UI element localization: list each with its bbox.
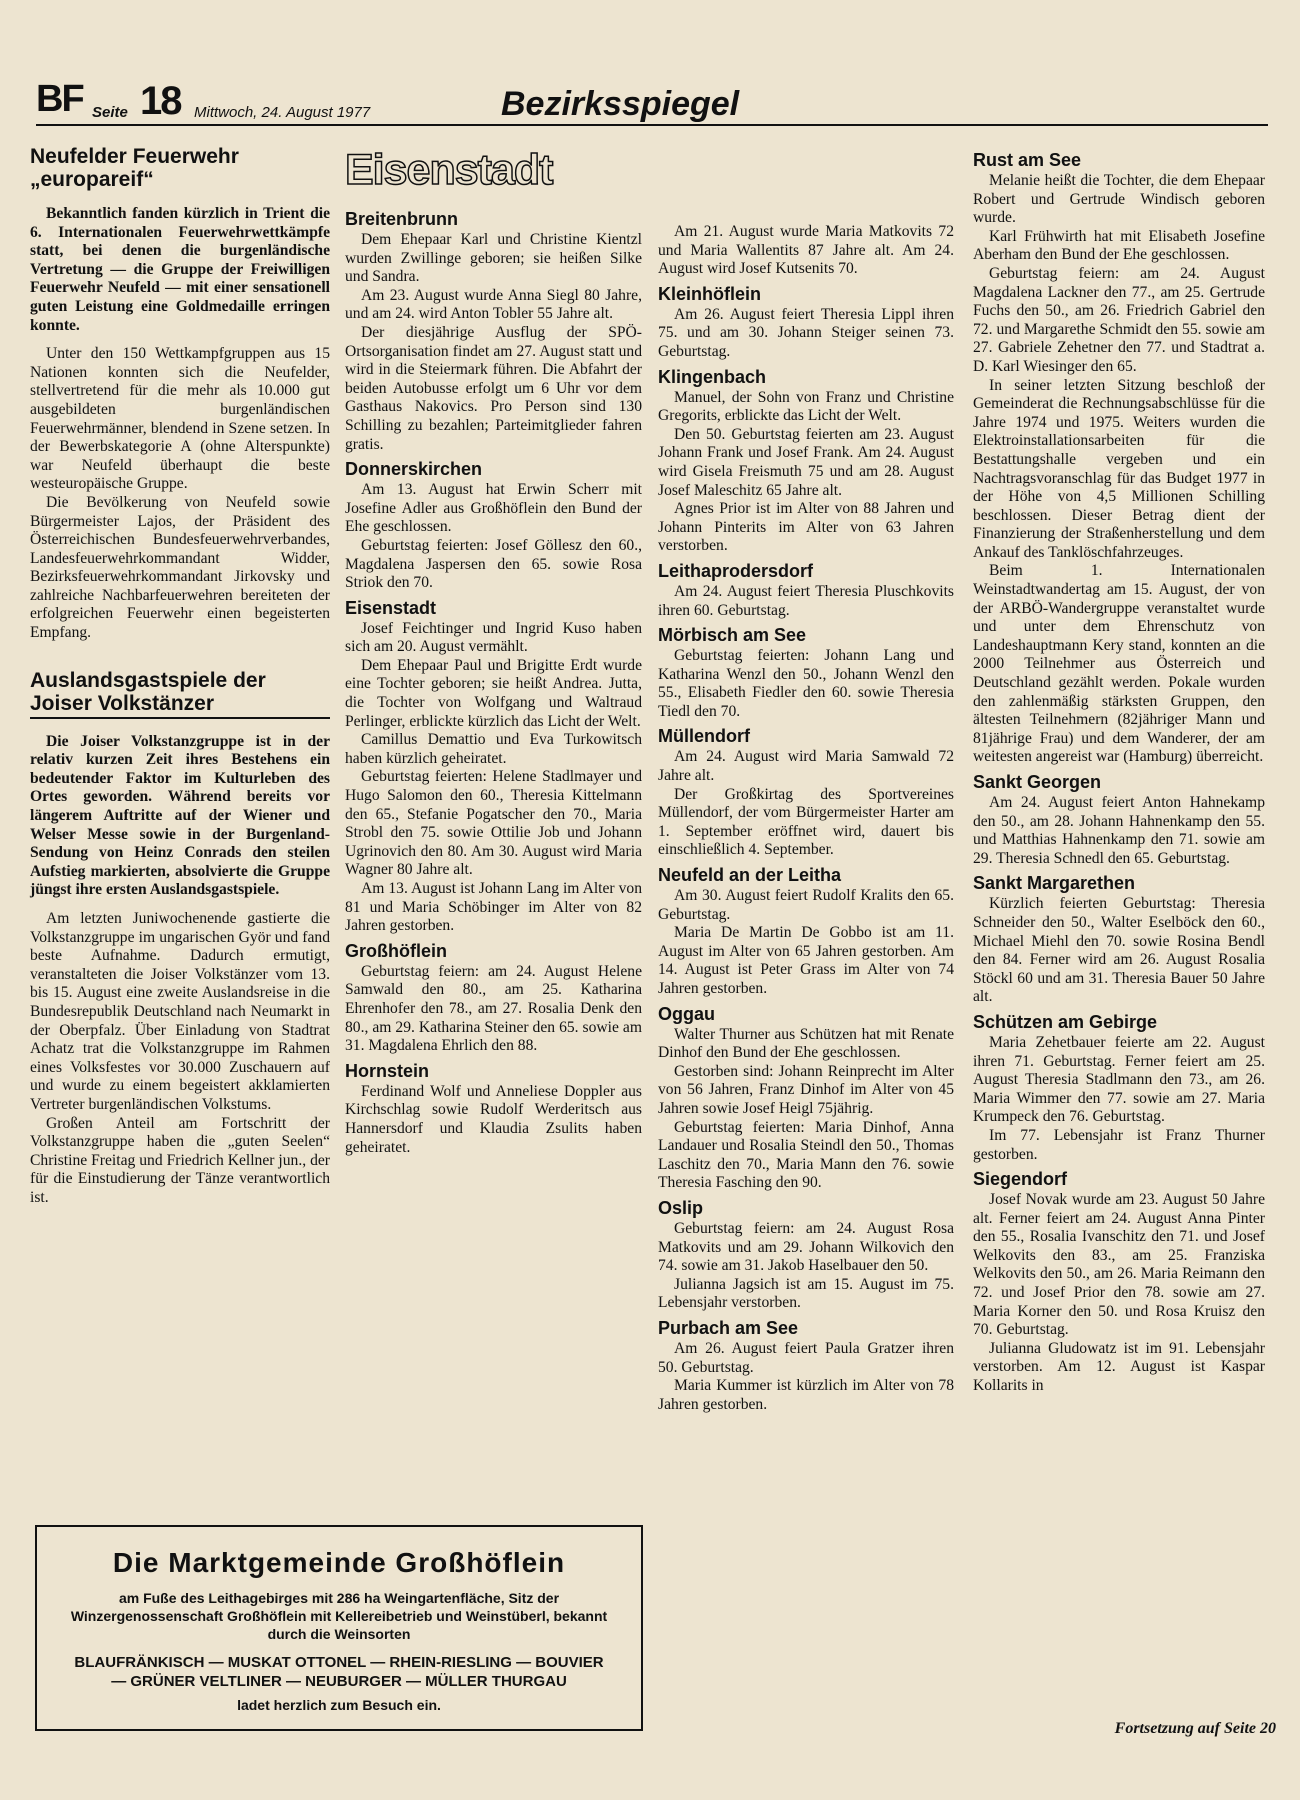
- column-2: [345, 145, 642, 1157]
- town-heading: Kleinhöflein: [658, 283, 761, 304]
- news-item: Geburtstag feiern: am 24. August Helene Samwald den 80., am 25. Katharina Ehrenhofer den 78., am 27. Rosalia Denk den 80., am 29. Katharina Steiner den 65. sowie am 31. Magdalena Ehrlich den 88.: [345, 962, 642, 1055]
- town-heading: Großhöflein: [345, 940, 447, 961]
- news-item: Den 50. Geburtstag feierten am 23. August Johann Frank und Josef Frank. Am 24. August wird Gisela Freismuth 75 und am 28. August Josef Maleschitz 65 Jahre alt.: [658, 425, 954, 499]
- town-heading: Oggau: [658, 1003, 715, 1024]
- news-item: Am 24. August feiert Theresia Pluschkovits ihren 60. Geburtstag.: [658, 582, 954, 619]
- news-item: Geburtstag feierten: Helene Stadlmayer und Hugo Salomon den 60., Theresia Kittelmann den 65., Stefanie Pogatscher den 70., Maria Strobl den 75. sowie Ottilie Job und Johann Ugrinovich den 80. Am 30. August wird Maria Wagner 80 Jahre alt.: [345, 768, 642, 879]
- news-item: Geburtstag feiern: am 24. August Rosa Matkovits und am 29. Johann Wilkovich den 74. sowie am 31. Jakob Haselbauer den 50.: [658, 1219, 954, 1275]
- town-heading: Leithaprodersdorf: [658, 560, 814, 581]
- news-item: Der diesjährige Ausflug der SPÖ-Ortsorganisation findet am 27. August statt und wird in die Steiermark führen. Die Abfahrt der beiden Autobusse erfolgt um 6 Uhr vor dem Gasthaus Nakovics. Pro Person sind 130 Schilling zu bezahlen; Parteimitglieder fahren gratis.: [345, 323, 642, 453]
- news-item: Walter Thurner aus Schützen hat mit Renate Dinhof den Bund der Ehe geschlossen.: [658, 1025, 954, 1062]
- news-item: Am 21. August wurde Maria Matkovits 72 und Maria Wallentits 87 Jahre alt. Am 24. August wird Josef Kutsenits 70.: [658, 223, 954, 278]
- news-item: Der Großkirtag des Sportvereines Müllendorf, der vom Bürgermeister Harter am 1. September eröffnet wird, dauert bis einschließlich 4. September.: [658, 785, 954, 859]
- news-item: Geburtstag feierten: Maria Dinhof, Anna Landauer und Rosalia Steindl den 50., Thomas Laschitz den 70., Maria Mann den 76. sowie Theresia Fasching den 90.: [658, 1118, 954, 1192]
- page-label: Seite: [92, 104, 128, 121]
- town-heading: Mörbisch am See: [658, 625, 807, 646]
- column-3: [658, 145, 954, 1414]
- column-4: [973, 145, 1265, 1396]
- news-item: Kürzlich feierten Geburtstag: Theresia Schneider den 50., Walter Eselböck den 60., Michael Miehl den 70. sowie Rosina Bendl den 84. Ferner wird am 26. August Rosalia Stöckl 60 und am 31. Theresia Bauer 50 Jahre alt.: [973, 895, 1265, 1006]
- issue-date: Mittwoch, 24. August 1977: [194, 104, 371, 121]
- news-item: Julianna Gludowatz ist im 91. Lebensjahr verstorben. Am 12. August ist Kaspar Kollarits in: [973, 1339, 1265, 1395]
- article-paragraph: Großen Anteil am Fortschritt der Volkstanzgruppe haben die „guten Seelen“ Christine Freitag und Friedrich Kellner jun., der für die Einstudierung der Tänze verantwortlich ist.: [30, 1114, 330, 1206]
- article-lead: Bekanntlich fanden kürzlich in Trient die 6. Internationalen Feuerwehrwettkämpfe statt, bei denen die burgenländische Vertretung — die Gruppe der Freiwilligen Feuerwehr Neufeld — mit einer sensationell guten Leistung eine Goldmedaille erringen konnte.: [30, 205, 330, 334]
- region-masthead: Eisenstadt: [345, 146, 553, 194]
- column-1: [30, 145, 330, 1208]
- town-heading: Sankt Margarethen: [973, 873, 1136, 894]
- news-item: Am 13. August hat Erwin Scherr mit Josefine Adler aus Großhöflein den Bund der Ehe geschlossen.: [345, 481, 642, 536]
- news-item: Am 26. August feiert Theresia Lippl ihren 75. und am 30. Johann Steiger seinen 73. Geburtstag.: [658, 305, 954, 360]
- news-item: Im 77. Lebensjahr ist Franz Thurner gestorben.: [973, 1126, 1265, 1163]
- town-heading: Sankt Georgen: [973, 772, 1102, 792]
- news-item: Melanie heißt die Tochter, die dem Ehepaar Robert und Gertrude Windisch geboren wurde.: [973, 172, 1265, 227]
- news-item: Am 23. August wurde Anna Siegl 80 Jahre, und am 24. wird Anton Tobler 55 Jahre alt.: [345, 286, 642, 323]
- news-item: Karl Frühwirth hat mit Elisabeth Josefine Aberham den Bund der Ehe geschlossen.: [973, 227, 1265, 264]
- news-item: Josef Novak wurde am 23. August 50 Jahre alt. Ferner feiert am 24. August Anna Pinter den 55., Rosalia Ivanschitz den 71. und Josef Welkovits den 83., am 25. Franziska Welkovits den 50., am 26. Maria Reimann den 72. und Josef Prior den 78. sowie am 27. Maria Korner den 50. und Rosa Kruisz den 70. Geburtstag.: [973, 1191, 1265, 1339]
- news-item: Am 26. August feiert Paula Gratzer ihren 50. Geburtstag.: [658, 1339, 954, 1376]
- town-heading: Klingenbach: [658, 366, 767, 387]
- article-title-volkstaenzer: Auslandsgastspiele der Joiser Volkstänzer: [30, 669, 330, 719]
- ad-title: Die Marktgemeinde Großhöflein: [112, 1547, 566, 1578]
- town-heading: Hornstein: [345, 1060, 430, 1081]
- news-item: Am 24. August wird Maria Samwald 72 Jahre alt.: [658, 748, 954, 785]
- town-heading: Rust am See: [973, 150, 1082, 170]
- news-item: Josef Feichtinger und Ingrid Kuso haben sich am 20. August vermählt.: [345, 619, 642, 656]
- news-item: Agnes Prior ist im Alter von 88 Jahren und Johann Pinterits im Alter von 63 Jahren verstorben.: [658, 500, 954, 555]
- article-lead: Die Joiser Volkstanzgruppe ist in der relativ kurzen Zeit ihres Bestehens ein bedeutender Faktor im Kulturleben des Ortes geworden. Während bereits vor längerem Auftritte auf der Wiener und Welser Messe sowie in der Burgenland-Sendung von Heinz Conrads den steilen Aufstieg markierten, absolvierte die Gruppe jüngst ihre ersten Auslandsgastspiele.: [30, 732, 330, 899]
- news-item: Maria Kummer ist kürzlich im Alter von 78 Jahren gestorben.: [658, 1377, 954, 1413]
- news-item: Manuel, der Sohn von Franz und Christine Gregorits, erblickte das Licht der Welt.: [658, 388, 954, 425]
- ad-body: am Fuße des Leithagebirges mit 286 ha Weingartenfläche, Sitz der Winzergenossenschaft Großhöflein mit Kellereibetrieb und Weinstüberl, bekannt durch die Weinsorten: [70, 1590, 608, 1642]
- town-heading: Purbach am See: [658, 1317, 799, 1338]
- news-item: Camillus Demattio und Eva Turkowitsch haben kürzlich geheiratet.: [345, 731, 642, 767]
- news-item: Maria Zehetbauer feierte am 22. August ihren 71. Geburtstag. Ferner feiert am 25. August Theresia Stadlmann den 73., am 26. Maria Wimmer den 77. sowie am 27. Maria Krumpeck den 76. Geburtstag.: [973, 1033, 1265, 1126]
- news-item: Julianna Jagsich ist am 15. August im 75. Lebensjahr verstorben.: [658, 1275, 954, 1312]
- article-paragraph: Unter den 150 Wettkampfgruppen aus 15 Nationen konnten sich die Neufelder, stellvertretend für die mehr als 10.000 gut ausgebildeten burgenländischen Feuerwehrmänner, blendend in Szene setzen. In der Bewerbskategorie A (ohne Alterspunkte) war Neufeld überhaupt die beste westeuropäische Gruppe.: [30, 345, 330, 493]
- news-item: Am 13. August ist Johann Lang im Alter von 81 und Maria Schöbinger im Alter von 82 Jahren gestorben.: [345, 880, 642, 935]
- news-item: Ferdinand Wolf und Anneliese Doppler aus Kirchschlag sowie Rudolf Werderitsch aus Hannersdorf und Klaudia Zsulits haben geheiratet.: [345, 1082, 642, 1156]
- town-heading: Eisenstadt: [345, 597, 437, 618]
- news-item: Dem Ehepaar Paul und Brigitte Erdt wurde eine Tochter geboren; sie heißt Andrea. Jutta, die Tochter von Wolfgang und Waltraud Perlinger, erblickte kürzlich das Licht der Welt.: [345, 656, 642, 730]
- page-header: [36, 78, 1268, 126]
- advertisement-box: [35, 1525, 643, 1731]
- news-item: Geburtstag feierten: Josef Göllesz den 60., Magdalena Jaspersen den 65. sowie Rosa Striok den 70.: [345, 536, 642, 592]
- news-item: Am 30. August feiert Rudolf Kralits den 65. Geburtstag.: [658, 887, 954, 923]
- news-item: Dem Ehepaar Karl und Christine Kientzl wurden Zwillinge geboren; sie heißen Silke und Sandra.: [345, 231, 642, 286]
- news-item: Beim 1. Internationalen Weinstadtwandertag am 15. August, der von der ARBÖ-Wandergruppe veranstaltet wurde und unter dem Ehrenschutz von Landeshauptmann Kery stand, konnten an die 2000 Teilnehmer aus Österreich und Deutschland gezählt werden. Pokale wurden den zahlenmäßig stärksten Gruppen, den ältesten Teilnehmern (82jähriger Mann und 81jährige Frau) und dem Wanderer, der am weitesten angereist war (Hamburg) überreicht.: [973, 562, 1265, 766]
- town-heading: Breitenbrunn: [345, 209, 459, 229]
- news-item: In seiner letzten Sitzung beschloß der Gemeinderat die Rechnungsabschlüsse für die Jahre 1974 und 1975. Weiters wurden die Elektroinstallationsarbeiten für die Bestattungshalle vergeben und ein Nachtragsvoranschlag für das Budget 1977 in der Höhe von 4,5 Millionen Schilling beschlossen. Dieser Betrag dient der Finanzierung der Straßenherstellung und dem Ankauf des Tanklöschfahrzeuges.: [973, 376, 1265, 561]
- article-paragraph: Am letzten Juniwochenende gastierte die Volkstanzgruppe im ungarischen Györ und fand beste Aufnahme. Dadurch ermutigt, veranstalteten die Joiser Volkstänzer vom 13. bis 15. August eine zweite Auslandsreise in die Bundesrepublik Deutschland nach Neumarkt in der Oberpfalz. Über Einladung von Stadtrat Achatz trat die Volkstanzgruppe im Rahmen eines Volksfestes vor 30.000 Zuschauern auf und wurde zu einem begeistert akklamierten Vertreter burgenländischen Volkstums.: [30, 910, 330, 1113]
- town-heading: Oslip: [658, 1197, 704, 1218]
- town-heading: Siegendorf: [973, 1169, 1068, 1190]
- town-heading: Neufeld an der Leitha: [658, 865, 842, 886]
- section-title: Bezirksspiegel: [501, 85, 740, 123]
- article-title-feuerwehr: Neufelder Feuerwehr „europareif“: [30, 145, 239, 191]
- ad-closing: ladet herzlich zum Besuch ein.: [237, 1697, 441, 1713]
- town-heading: Donnerskirchen: [345, 459, 483, 480]
- ad-wine-varieties: BLAUFRÄNKISCH — MUSKAT OTTONEL — RHEIN-RIESLING — BOUVIER — GRÜNER VELTLINER — NEUBURGER — MÜLLER THURGAU: [74, 1654, 604, 1690]
- news-item: Gestorben sind: Johann Reinprecht im Alter von 56 Jahren, Franz Dinhof im Alter von 45 Jahren sowie Josef Heigl 75jährig.: [658, 1062, 954, 1117]
- continuation-note: Fortsetzung auf Seite 20: [1114, 1720, 1276, 1737]
- town-heading: Schützen am Gebirge: [973, 1011, 1158, 1032]
- town-heading: Müllendorf: [658, 726, 750, 747]
- newspaper-logo: BF: [36, 78, 83, 120]
- news-item: Geburtstag feierten: Johann Lang und Katharina Wenzl den 50., Johann Wenzl den 55., Elisabeth Fiedler den 60. sowie Theresia Tiedl den 70.: [658, 647, 954, 720]
- news-item: Am 24. August feiert Anton Hahnekamp den 50., am 28. Johann Hahnenkamp den 55. und Matthias Hahnenkamp den 71. sowie am 29. Theresia Schnedl den 65. Geburtstag.: [973, 794, 1265, 867]
- article-paragraph: Die Bevölkerung von Neufeld sowie Bürgermeister Lajos, der Präsident des Österreichischen Bundesfeuerwehrverbandes, Landesfeuerwehrkommandant Widder, Bezirksfeuerwehrkommandant Jirkovsky und zahlreiche Nachbarfeuerwehren bereiteten der erfolgreichen Feuerwehr einen begeisterten Empfang.: [30, 493, 330, 642]
- news-item: Geburtstag feiern: am 24. August Magdalena Lackner den 77., am 25. Gertrude Fuchs den 50., am 26. Friedrich Gabriel den 72. und Margarethe Schmidt den 55. sowie am 27. Gabriele Zehetner den 77. und Stadtrat a. D. Karl Wiesinger den 65.: [973, 264, 1265, 375]
- page-number: 18: [140, 79, 181, 123]
- news-item: Maria De Martin De Gobbo ist am 11. August im Alter von 65 Jahren gestorben. Am 14. August ist Peter Grass im Alter von 74 Jahren gestorben.: [658, 924, 954, 997]
